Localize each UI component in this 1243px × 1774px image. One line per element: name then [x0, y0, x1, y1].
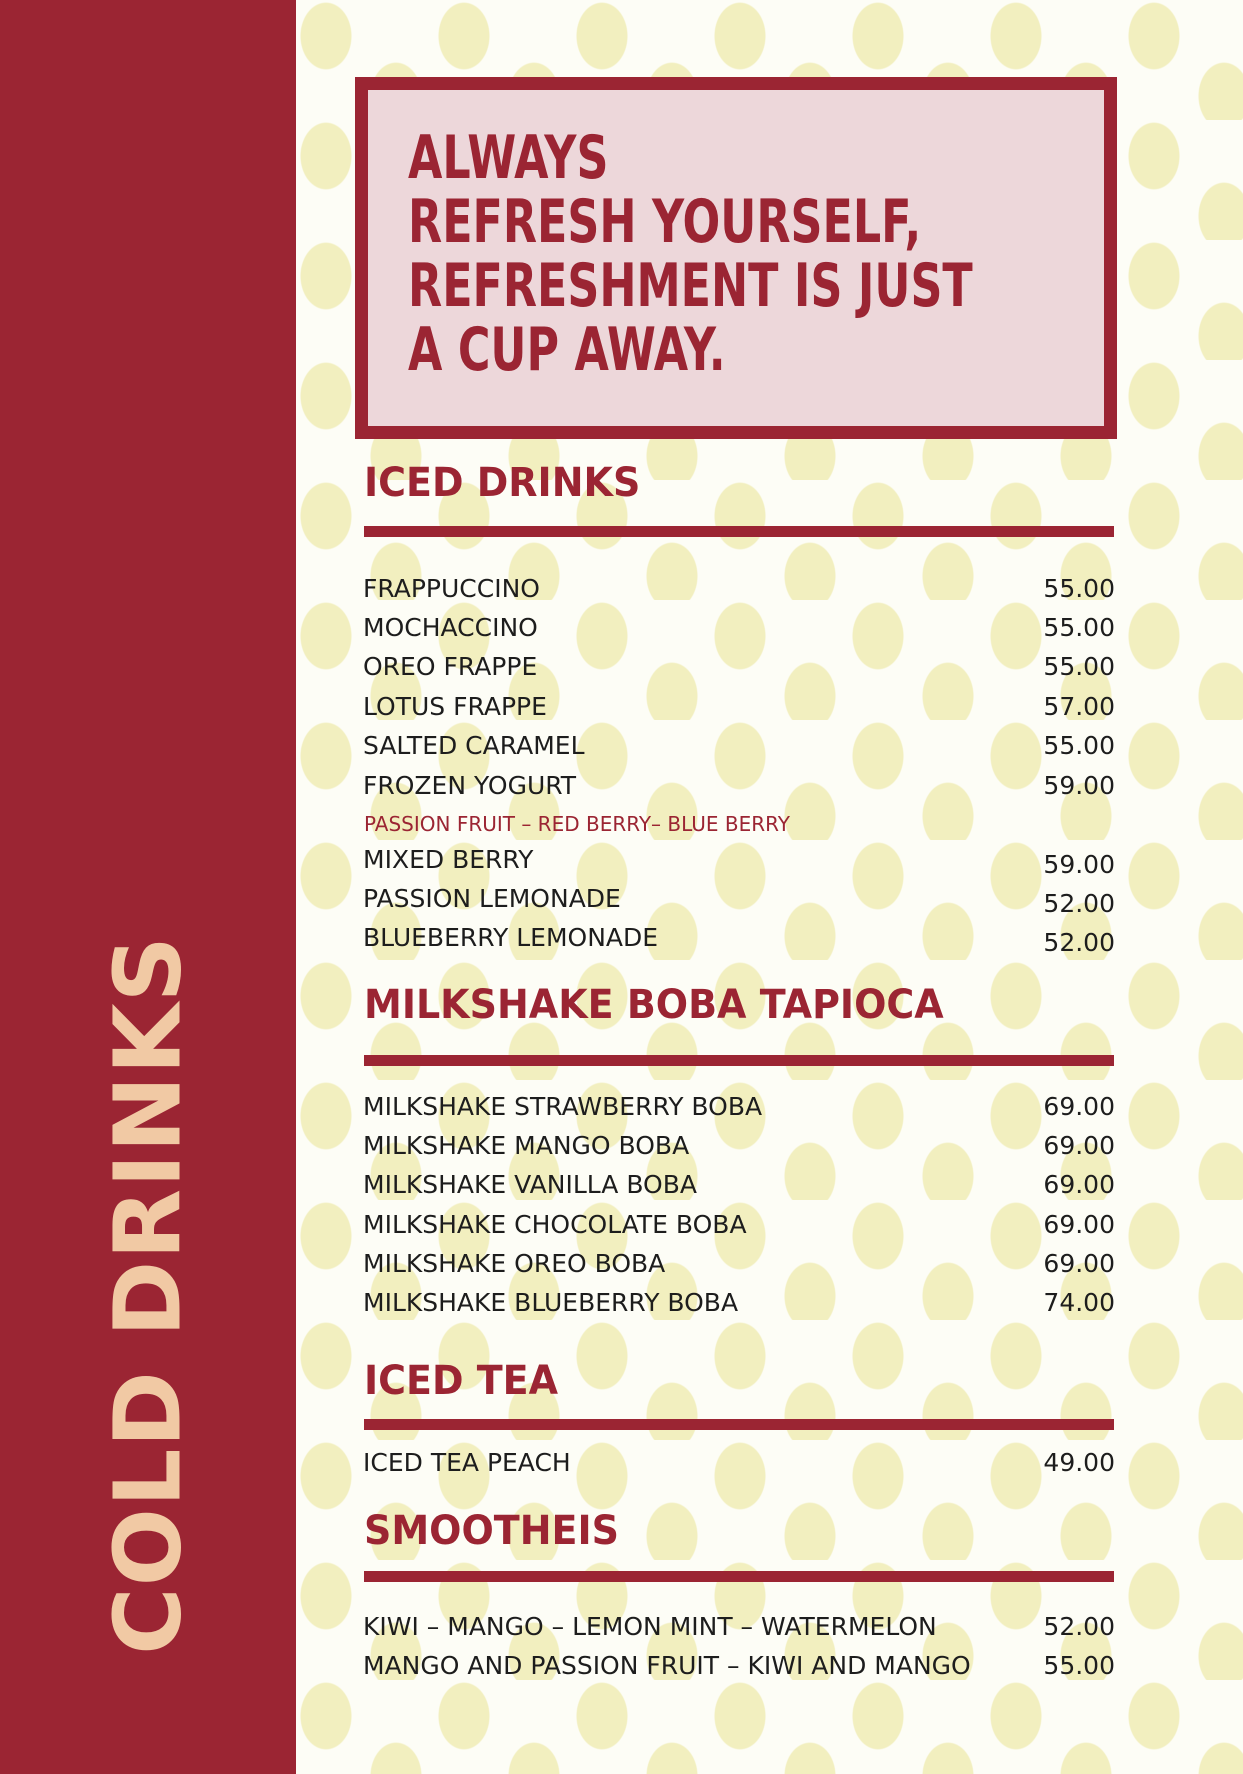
item-name: BLUEBERRY LEMONADE — [363, 923, 659, 952]
section-title-milkshake-boba: MILKSHAKE BOBA TAPIOCA — [364, 982, 944, 1028]
item-price: 55.00 — [1043, 574, 1115, 603]
item-name: MANGO AND PASSION FRUIT – KIWI AND MANGO — [363, 1651, 971, 1680]
slogan-line: ALWAYS — [408, 123, 609, 193]
item-name: MILKSHAKE BLUEBERRY BOBA — [363, 1288, 739, 1317]
item-name: MIXED BERRY — [363, 845, 534, 874]
item-price: 55.00 — [1043, 1651, 1115, 1680]
item-name: MILKSHAKE VANILLA BOBA — [363, 1170, 697, 1199]
item-name: LOTUS FRAPPE — [363, 692, 547, 721]
item-price: 52.00 — [1043, 1612, 1115, 1641]
item-price: 52.00 — [1043, 928, 1115, 957]
section-divider — [364, 1055, 1114, 1066]
item-price: 55.00 — [1043, 613, 1115, 642]
item-price: 55.00 — [1043, 731, 1115, 760]
item-name: KIWI – MANGO – LEMON MINT – WATERMELON — [363, 1612, 937, 1641]
item-name: MILKSHAKE OREO BOBA — [363, 1249, 666, 1278]
item-price: 69.00 — [1043, 1170, 1115, 1199]
item-price: 69.00 — [1043, 1210, 1115, 1239]
section-title-iced-drinks: ICED DRINKS — [364, 460, 641, 506]
menu-item — [363, 1448, 1115, 1482]
section-divider — [364, 526, 1114, 537]
item-name: FROZEN YOGURT — [363, 771, 577, 800]
section-divider — [364, 1571, 1114, 1582]
item-name: SALTED CARAMEL — [363, 731, 585, 760]
item-price: 74.00 — [1043, 1288, 1115, 1317]
item-price: 55.00 — [1043, 652, 1115, 681]
item-name: MILKSHAKE CHOCOLATE BOBA — [363, 1210, 747, 1239]
menu-item — [363, 845, 1115, 879]
menu-item — [363, 1288, 1115, 1322]
menu-item — [363, 1170, 1115, 1204]
item-name: PASSION LEMONADE — [363, 884, 621, 913]
flavor-note: PASSION FRUIT – RED BERRY– BLUE BERRY — [364, 812, 791, 836]
menu-item — [363, 1131, 1115, 1165]
section-title-iced-tea: ICED TEA — [364, 1358, 559, 1404]
menu-item — [363, 1612, 1115, 1646]
menu-item — [363, 884, 1115, 918]
item-price: 69.00 — [1043, 1131, 1115, 1160]
slogan-box — [355, 77, 1117, 439]
item-name: ICED TEA PEACH — [363, 1448, 571, 1477]
menu-item — [363, 692, 1115, 726]
item-price: 49.00 — [1043, 1448, 1115, 1477]
menu-item — [363, 1210, 1115, 1244]
slogan-line: REFRESHMENT IS JUST — [408, 251, 973, 321]
slogan-line: A CUP AWAY. — [408, 315, 726, 385]
item-name: FRAPPUCCINO — [363, 574, 540, 603]
slogan-line: REFRESH YOURSELF, — [408, 187, 922, 257]
item-name: OREO FRAPPE — [363, 652, 538, 681]
menu-item — [363, 1651, 1115, 1685]
menu-item — [363, 1092, 1115, 1126]
item-price: 69.00 — [1043, 1092, 1115, 1121]
sidebar-title: COLD DRINKS — [94, 935, 202, 1655]
menu-item — [363, 923, 1115, 957]
section-divider — [364, 1419, 1114, 1430]
menu-item — [363, 1249, 1115, 1283]
item-price: 59.00 — [1043, 850, 1115, 879]
section-title-smoothies: SMOOTHEIS — [364, 1508, 619, 1554]
item-price: 57.00 — [1043, 692, 1115, 721]
item-price: 52.00 — [1043, 889, 1115, 918]
item-price: 59.00 — [1043, 771, 1115, 800]
menu-item — [363, 613, 1115, 647]
item-name: MILKSHAKE STRAWBERRY BOBA — [363, 1092, 763, 1121]
sidebar — [0, 0, 296, 1774]
item-name: MOCHACCINO — [363, 613, 538, 642]
menu-item — [363, 574, 1115, 608]
slogan-panel — [368, 90, 1104, 426]
menu-item — [363, 652, 1115, 686]
item-name: MILKSHAKE MANGO BOBA — [363, 1131, 690, 1160]
item-price: 69.00 — [1043, 1249, 1115, 1278]
menu-item — [363, 771, 1115, 805]
menu-item — [363, 731, 1115, 765]
